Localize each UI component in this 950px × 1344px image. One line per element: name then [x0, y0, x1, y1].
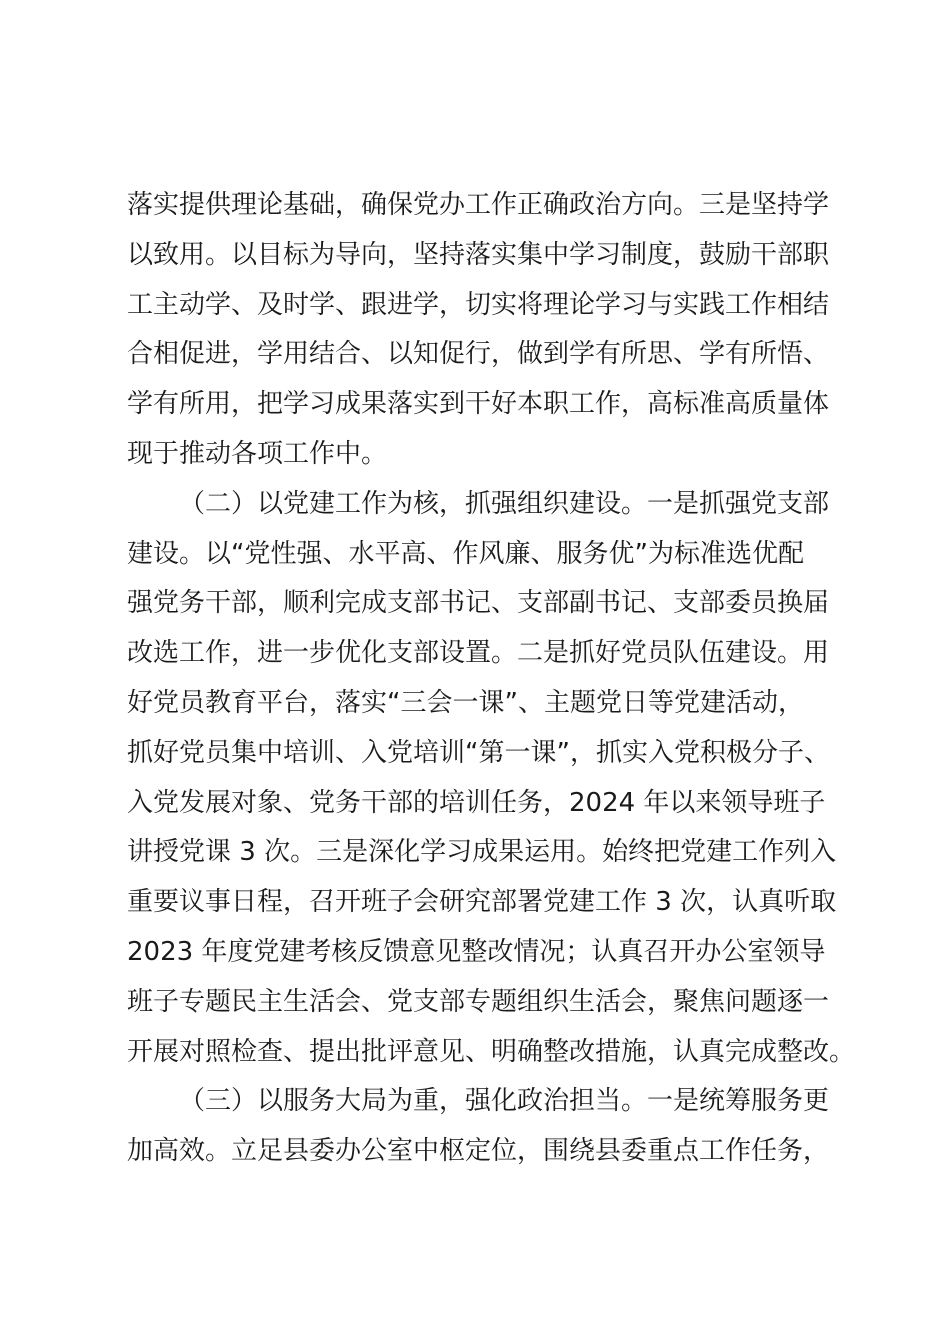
- text-line: 工主动学、及时学、跟进学，切实将理论学习与实践工作相结: [127, 289, 830, 320]
- text-line: 重要议事日程，召开班子会研究部署党建工作 3 次，认真听取: [127, 887, 837, 918]
- text-line: 强党务干部，顺利完成支部书记、支部副书记、支部委员换届: [127, 588, 830, 619]
- text-line: 好党员教育平台，落实“三会一课”、主题党日等党建活动，: [127, 687, 804, 718]
- section-heading-line: （二）以党建工作为核，抓强组织建设。一是抓强党支部: [179, 488, 830, 519]
- text-line: 2023 年度党建考核反馈意见整改情况；认真召开办公室领导: [127, 936, 826, 967]
- text-line: 以致用。以目标为导向，坚持落实集中学习制度，鼓励干部职: [127, 239, 830, 270]
- text-line: 班子专题民主生活会、党支部专题组织生活会，聚焦问题逐一: [127, 986, 830, 1017]
- text-line: 合相促进，学用结合、以知促行，做到学有所思、学有所悟、: [127, 339, 830, 370]
- text-line: 开展对照检查、提出批评意见、明确整改措施，认真完成整改。: [127, 1036, 856, 1067]
- text-line: 改选工作，进一步优化支部设置。二是抓好党员队伍建设。用: [127, 638, 830, 669]
- text-line: 讲授党课 3 次。三是深化学习成果运用。始终把党建工作列入: [127, 837, 837, 868]
- section-heading-line: （三）以服务大局为重，强化政治担当。一是统筹服务更: [179, 1086, 830, 1117]
- text-line: 加高效。立足县委办公室中枢定位，围绕县委重点工作任务，: [127, 1136, 830, 1167]
- text-line: 抓好党员集中培训、入党培训“第一课”，抓实入党积极分子、: [127, 737, 830, 768]
- text-line: 入党发展对象、党务干部的培训任务，2024 年以来领导班子: [127, 787, 826, 818]
- body-text: [127, 181, 856, 1177]
- text-line: 落实提供理论基础，确保党办工作正确政治方向。三是坚持学: [127, 190, 830, 220]
- text-line: 学有所用，把学习成果落实到干好本职工作，高标准高质量体: [127, 389, 830, 420]
- text-line: 建设。以“党性强、水平高、作风廉、服务优”为标准选优配: [127, 538, 804, 569]
- text-line: 现于推动各项工作中。: [127, 438, 388, 469]
